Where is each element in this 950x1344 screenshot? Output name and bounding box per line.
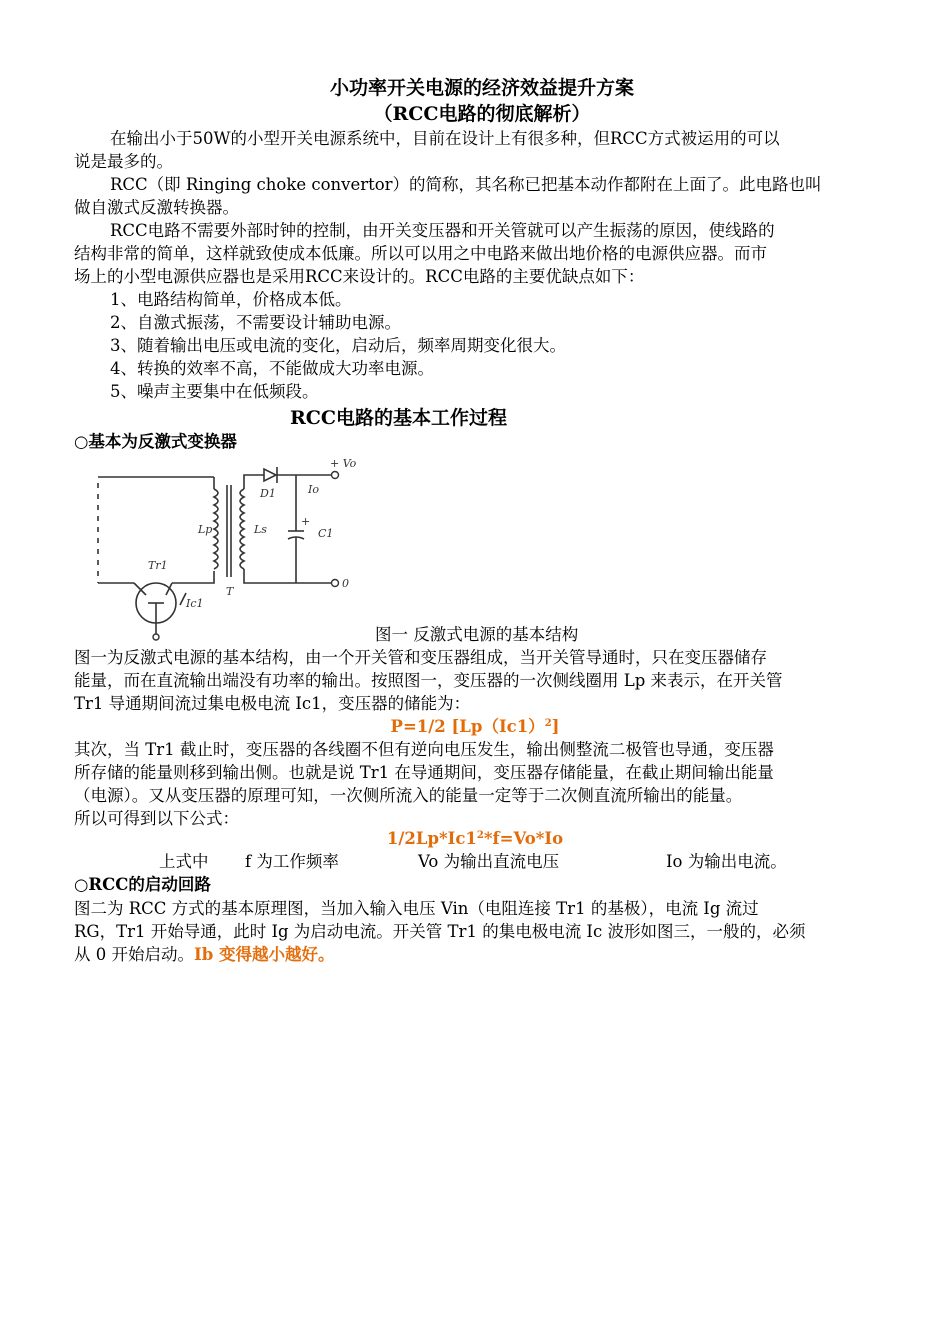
document-title: 小功率开关电源的经济效益提升方案: [329, 77, 634, 99]
variable-definitions: [74, 851, 890, 873]
feature-item: 4、转换的效率不高，不能做成大功率电源。: [110, 359, 434, 378]
feature-item: 3、随着输出电压或电流的变化，启动后，频率周期变化很大。: [110, 336, 566, 355]
body-line: 图一为反激式电源的基本结构，由一个开关管和变压器组成，当开关管导通时，只在变压器储存: [74, 648, 767, 667]
flyback-circuit-diagram: [74, 453, 374, 641]
power-formula-end: *f=Vo*Io: [483, 829, 564, 848]
vo-definition: Vo 为输出直流电压: [418, 852, 560, 871]
f-definition: f 为工作频率: [245, 852, 339, 871]
body-line: 所存储的能量则移到输出侧。也就是说 Tr1 在导通期间，变压器存储能量，在截止期间输出能量: [74, 763, 774, 782]
ic1-label: Ic1: [186, 597, 204, 610]
tr1-label: Tr1: [148, 559, 168, 572]
highlight-text: Ib 变得越小越好。: [194, 945, 335, 964]
section-heading: RCC电路的基本工作过程: [290, 407, 508, 429]
ground-terminal-label: 0: [342, 577, 349, 590]
feature-item: 1、电路结构简单，价格成本低。: [110, 290, 352, 309]
c1-label: C1: [318, 527, 334, 540]
intro-line: 在输出小于50W的小型开关电源系统中，目前在设计上有很多种，但RCC方式被运用的可以: [110, 129, 780, 148]
cap-plus-label: +: [301, 515, 311, 528]
io-label: Io: [308, 483, 319, 496]
energy-formula: [0, 716, 950, 738]
intro-line: RCC电路不需要外部时钟的控制，由开关变压器和开关管就可以产生振荡的原因，使线路的: [110, 221, 775, 240]
feature-item: 2、自激式振荡，不需要设计辅助电源。: [110, 313, 401, 332]
energy-formula-exponent: 2: [544, 718, 552, 729]
energy-formula-end: ]: [551, 717, 560, 736]
document-subtitle: （RCC电路的彻底解析）: [373, 103, 591, 125]
energy-formula-text: P=1/2 [Lp（Ic1）: [390, 717, 545, 736]
intro-line: 结构非常的简单，这样就致使成本低廉。所以可以用之中电路来做出地价格的电源供应器。而市: [74, 244, 767, 263]
vo-plus-label: + Vo: [330, 457, 357, 470]
body-line-last: [74, 944, 890, 966]
subsection-heading-flyback: ○基本为反激式变换器: [74, 432, 237, 451]
body-line: （电源）。又从变压器的原理可知，一次侧所流入的能量一定等于二次侧直流所输出的能量。: [74, 786, 743, 805]
subsection-heading-startup: ○RCC的启动回路: [74, 875, 211, 894]
lp-label: Lp: [198, 523, 213, 536]
d1-label: D1: [260, 487, 276, 500]
feature-item: 5、噪声主要集中在低频段。: [110, 382, 319, 401]
body-line: 能量，而在直流输出端没有功率的输出。按照图一，变压器的一次侧线圈用 Lp 来表示，在开关管: [74, 671, 783, 690]
power-formula-exponent: 2: [476, 830, 484, 841]
body-line: 所以可得到以下公式：: [74, 809, 239, 828]
body-line: 图二为 RCC 方式的基本原理图，当加入输入电压 Vin（电阻连接 Tr1 的基极），电流 Ig 流过: [74, 899, 759, 918]
power-formula-text: 1/2Lp*Ic1: [386, 829, 477, 848]
intro-line: RCC（即 Ringing choke convertor）的简称，其名称已把基本动作都附在上面了。此电路也叫: [110, 175, 822, 194]
intro-line: 场上的小型电源供应器也是采用RCC来设计的。RCC电路的主要优缺点如下：: [74, 267, 645, 286]
power-balance-formula: [0, 828, 950, 850]
ls-label: Ls: [254, 523, 267, 536]
transformer-label: T: [226, 585, 234, 598]
where-label: 上式中: [159, 852, 209, 871]
intro-line: 做自激式反激转换器。: [74, 198, 239, 217]
io-definition: Io 为输出电流。: [666, 852, 787, 871]
body-line: Tr1 导通期间流过集电极电流 Ic1，变压器的储能为：: [74, 694, 471, 713]
intro-line: 说是最多的。: [74, 152, 173, 171]
body-line: RG，Tr1 开始导通，此时 Ig 为启动电流。开关管 Tr1 的集电极电流 Ic 波形如图三，一般的，必须: [74, 922, 806, 941]
figure-caption: 图一 反激式电源的基本结构: [375, 625, 579, 644]
body-line: 其次，当 Tr1 截止时，变压器的各线圈不但有逆向电压发生，输出侧整流二极管也导通，变压器: [74, 740, 774, 759]
body-text: 从 0 开始启动。: [74, 945, 194, 964]
